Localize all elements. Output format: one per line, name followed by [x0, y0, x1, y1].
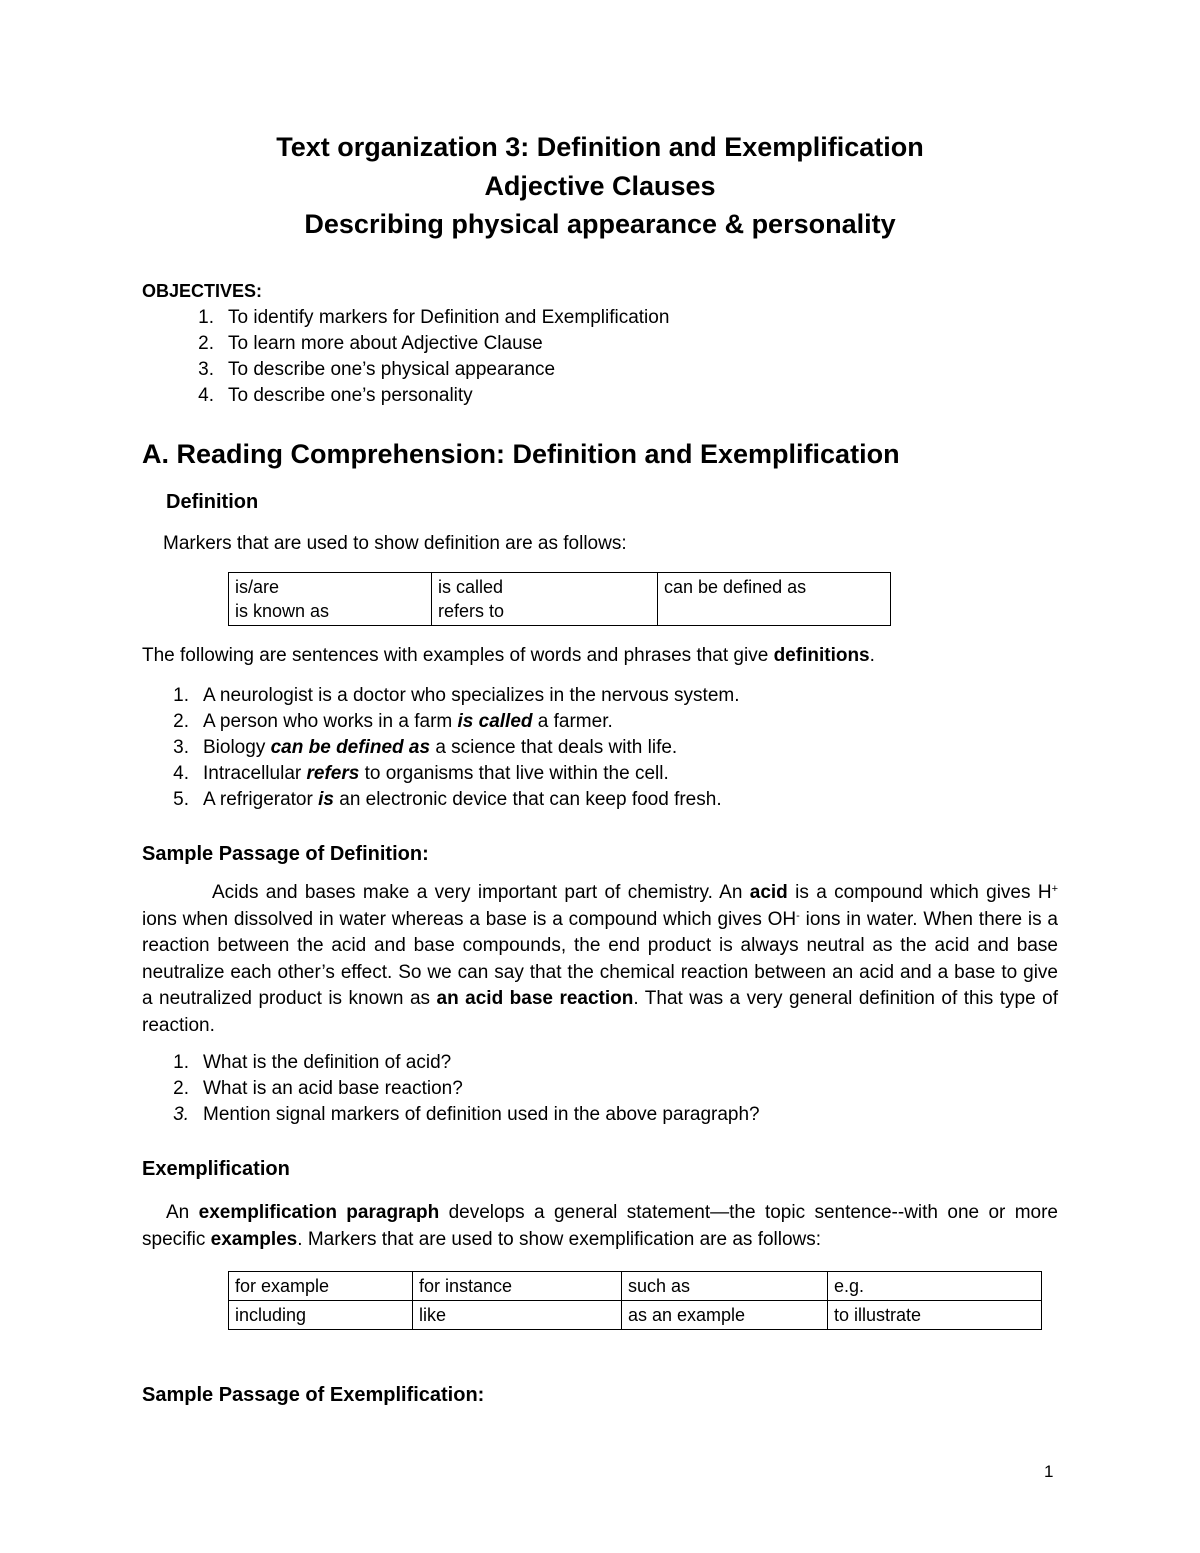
exemplification-markers-table	[228, 1271, 1042, 1330]
table-row	[229, 1272, 1042, 1301]
doc-title: Text organization 3: Definition and Exemplification	[276, 132, 924, 162]
exemplification-heading: Exemplification	[142, 1158, 290, 1180]
definition-heading: Definition	[166, 491, 259, 513]
list-item: 1. What is the definition of acid?	[173, 1052, 452, 1073]
section-a-heading: A. Reading Comprehension: Definition and Exemplification	[142, 439, 900, 469]
list-item: 5. A refrigerator is an electronic device that can keep food fresh.	[173, 789, 722, 810]
doc-subtitle-2: Describing physical appearance & personality	[304, 209, 896, 239]
table-cell: can be defined as	[658, 573, 891, 626]
table-cell: is called refers to	[432, 573, 658, 626]
list-item: 1. To identify markers for Definition and Exemplification	[198, 307, 670, 328]
sample-exemplification-heading: Sample Passage of Exemplification:	[142, 1384, 485, 1406]
definition-passage: Acids and bases make a very important part of chemistry. An acid is a compound which gives H+ ions when dissolved in water whereas a base is a compound which gives OH- ions in water. When there is a reaction between the acid and base compounds, the end product is always neutral as the acid and base neutralize each other’s effect. So we can say that the chemical reaction between an acid and a base to give a neutralized product is known as an acid base reaction. That was a very general definition of this type of reaction.	[142, 882, 1058, 1036]
list-item: 3. Mention signal markers of definition used in the above paragraph?	[173, 1104, 760, 1125]
list-item: 1. A neurologist is a doctor who specializes in the nervous system.	[173, 685, 740, 706]
table-row	[229, 1301, 1042, 1330]
doc-subtitle: Adjective Clauses	[484, 171, 716, 201]
page-number: 1	[1044, 1462, 1054, 1481]
list-item: 2. A person who works in a farm is called a farmer.	[173, 711, 613, 732]
exemplification-paragraph: An exemplification paragraph develops a general statement—the topic sentence--with one or more specific examples. Markers that are used to show exemplification are as follows:	[142, 1202, 1058, 1250]
table-cell: is/are is known as	[229, 573, 432, 626]
objectives-label: OBJECTIVES:	[142, 281, 263, 301]
table-cell: including	[229, 1301, 413, 1330]
definition-examples-list	[159, 683, 740, 813]
definition-examples-intro: The following are sentences with examples of words and phrases that give definitions.	[142, 645, 875, 666]
sample-definition-heading: Sample Passage of Definition:	[142, 843, 429, 865]
table-cell: like	[413, 1301, 622, 1330]
table-cell: to illustrate	[828, 1301, 1042, 1330]
table-cell: for instance	[413, 1272, 622, 1301]
table-cell: e.g.	[828, 1272, 1042, 1301]
definition-markers-intro: Markers that are used to show definition are as follows:	[163, 533, 627, 554]
objectives-list	[184, 305, 669, 409]
list-item: 2. What is an acid base reaction?	[173, 1078, 463, 1099]
list-item: 4. Intracellular refers to organisms that live within the cell.	[173, 763, 669, 784]
definition-questions-list	[159, 1050, 760, 1128]
list-item: 2. To learn more about Adjective Clause	[198, 333, 543, 354]
definition-markers-table	[228, 572, 891, 626]
list-item: 4. To describe one’s personality	[198, 385, 473, 406]
table-cell: as an example	[622, 1301, 828, 1330]
table-cell: for example	[229, 1272, 413, 1301]
list-item: 3. To describe one’s physical appearance	[198, 359, 556, 380]
list-item: 3. Biology can be defined as a science that deals with life.	[173, 737, 678, 758]
table-cell: such as	[622, 1272, 828, 1301]
